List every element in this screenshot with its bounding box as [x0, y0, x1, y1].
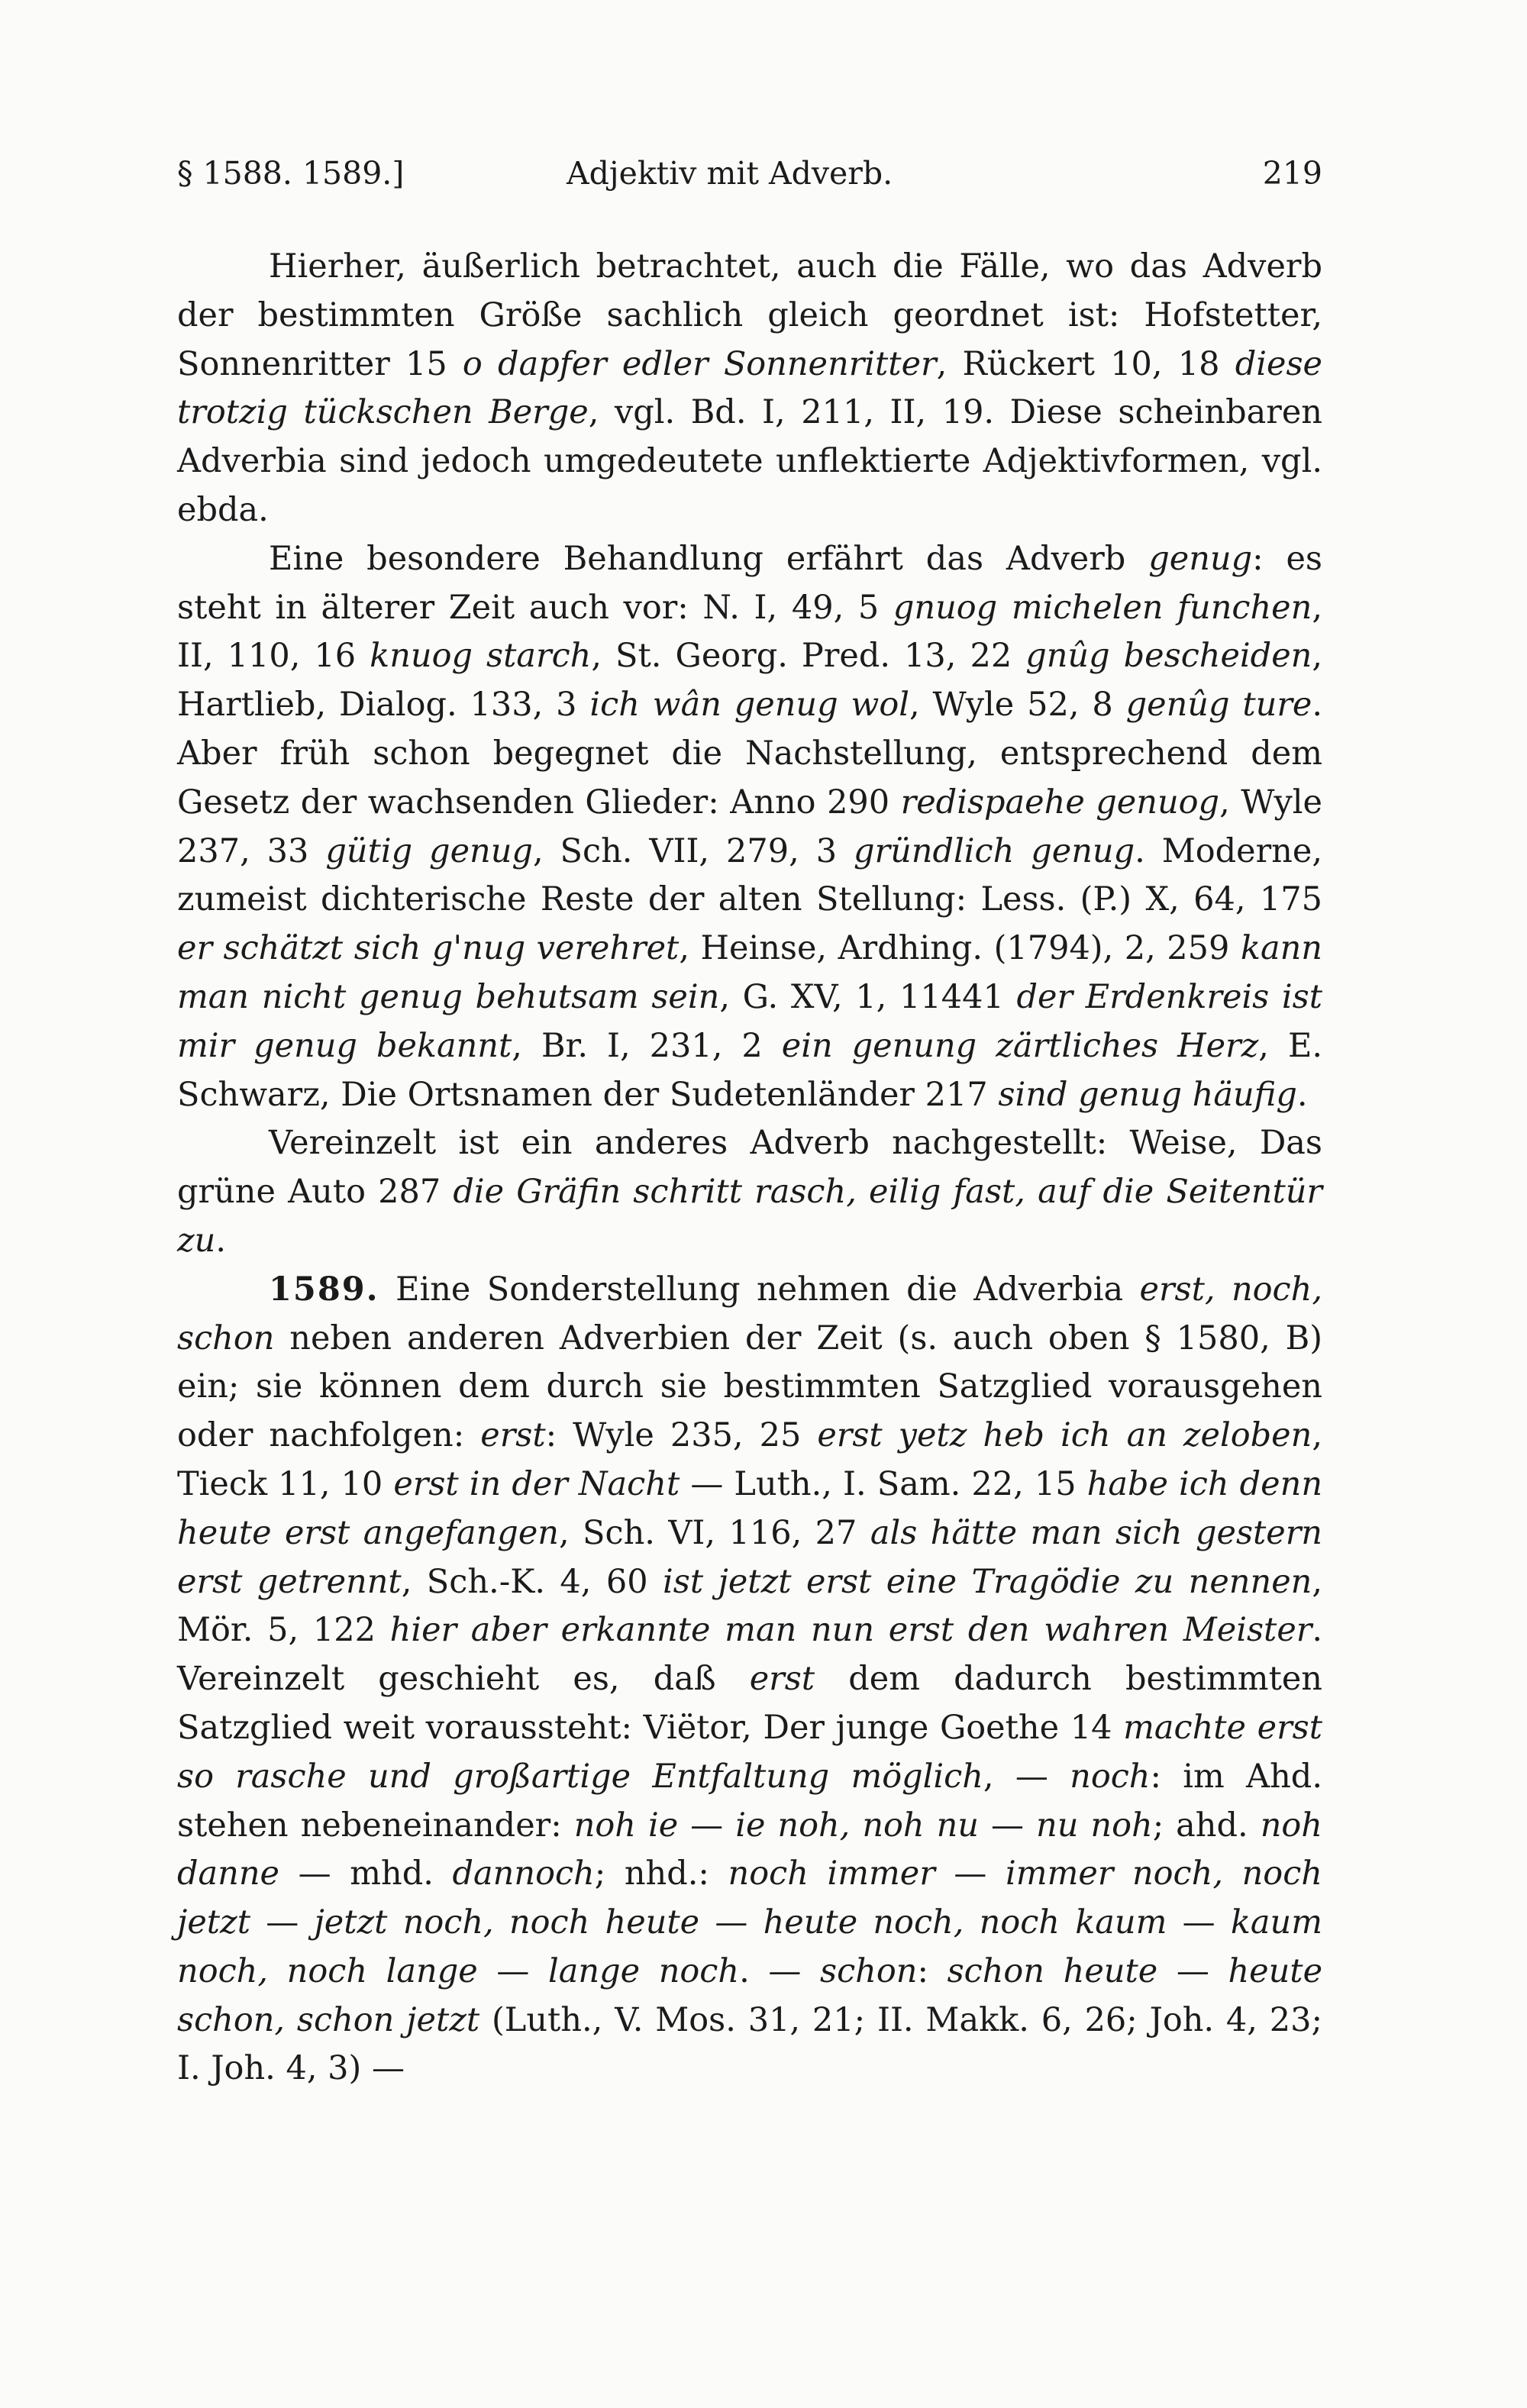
text-run: , Hartlieb, Dialog. 133, 3	[177, 637, 1323, 725]
text-run: , vgl. Bd. I, 211, II, 19. Diese scheinbaren Adverbia sind jedoch umgedeutete unflektierte Adjektivformen, vgl. ebda.	[177, 393, 1322, 529]
citation-example: gnûg bescheiden	[1025, 637, 1312, 676]
citation-example: nu noh	[1036, 1806, 1153, 1845]
citation-example: dannoch	[452, 1854, 595, 1893]
text-run: (Luth., V. Mos. 31, 21; II. Makk. 6, 26; Joh. 4, 23; I. Joh. 4, 3) —	[177, 2000, 1322, 2088]
citation-example: redispaehe genuog	[900, 783, 1220, 821]
text-run: Eine Sonderstellung nehmen die Adverbia	[379, 1270, 1140, 1309]
text-run: , Br. I, 231, 2	[512, 1026, 782, 1065]
paragraph	[177, 535, 1322, 1120]
citation-example: kaum noch, noch lange	[177, 1903, 1323, 1990]
text-run: Eine besondere Behandlung erfährt das Adverb	[269, 539, 1149, 578]
citation-example: schon	[820, 1951, 918, 1990]
section-number: 1589.	[269, 1270, 379, 1309]
running-header	[177, 155, 1322, 201]
citation-example: erst	[749, 1660, 815, 1699]
citation-example: als hätte man sich gestern erst getrennt	[177, 1513, 1322, 1601]
citation-example: ist jetzt erst eine Tragödie zu nennen	[663, 1562, 1312, 1601]
text-run: , Rückert 10, 18	[936, 344, 1235, 383]
text-run: , —	[983, 1757, 1070, 1796]
text-run: :	[917, 1951, 948, 1990]
text-run: : im Ahd. stehen nebeneinander:	[177, 1757, 1322, 1845]
citation-example: sind genug häufig	[998, 1075, 1297, 1114]
text-run: , Sch. VI, 116, 27	[558, 1513, 870, 1552]
text-run: .	[1296, 1075, 1308, 1114]
citation-example: genûg ture	[1125, 686, 1312, 725]
page-body	[177, 243, 1322, 2093]
citation-example: lange noch	[548, 1951, 740, 1990]
text-run: , G. XV, 1, 11441	[719, 977, 1017, 1016]
text-run: ; ahd.	[1152, 1806, 1261, 1845]
text-run: —	[1167, 1903, 1231, 1942]
text-run: , E. Schwarz, Die Ortsnamen der Sudetenländer 217	[177, 1026, 1322, 1114]
text-run: neben anderen Adverbien der Zeit (s. auch oben § 1580, B) ein; sie können dem durch sie bestimmten Satzglied vorausgehen oder nachfolgen:	[177, 1319, 1322, 1455]
citation-example: heute noch, noch kaum	[763, 1903, 1167, 1942]
paragraph	[177, 1266, 1322, 2094]
text-run: —	[699, 1903, 764, 1942]
citation-example: gütig genug	[325, 831, 533, 870]
paragraph	[177, 1119, 1322, 1265]
citation-example: er schätzt sich g'nug verehret	[177, 929, 680, 968]
citation-example: erst in der Nacht	[393, 1464, 680, 1503]
text-run: , Wyle 237, 33	[177, 783, 1322, 870]
citation-example: machte erst so rasche und großartige Entfaltung möglich	[177, 1708, 1322, 1796]
citation-example: noh ie	[573, 1806, 679, 1845]
text-run: Vereinzelt ist ein anderes Adverb nachgestellt: Weise, Das grüne Auto 287	[177, 1124, 1322, 1212]
text-run: —	[250, 1903, 315, 1942]
citation-example: noch	[1070, 1757, 1151, 1796]
text-run: . Moderne, zumeist dichterische Reste der alten Stellung: Less. (P.) X, 64, 175	[177, 831, 1322, 919]
header-section-ref: § 1588. 1589.]	[177, 155, 405, 192]
citation-example: immer noch, noch jetzt	[177, 1854, 1322, 1942]
paragraph	[177, 243, 1322, 535]
text-run: , Sch. VII, 279, 3	[532, 831, 854, 870]
citation-example: kann man nicht genug behutsam sein	[177, 929, 1322, 1016]
citation-example: ich wân genug wol	[589, 686, 909, 725]
text-run: , Sch.-K. 4, 60	[401, 1562, 663, 1601]
citation-example: genug	[1148, 539, 1253, 578]
page-number: 219	[1262, 155, 1322, 192]
text-run: —	[1157, 1951, 1228, 1990]
text-run: . Aber früh schon begegnet die Nachstellung, entsprechend dem Gesetz der wachsenden Glieder: Anno 290	[177, 686, 1322, 821]
citation-example: ie noh, noh nu	[735, 1806, 979, 1845]
text-run: , Mör. 5, 122	[177, 1562, 1323, 1650]
text-run: , Tieck 11, 10	[177, 1416, 1322, 1503]
text-run: .	[215, 1221, 227, 1260]
citation-example: noh danne	[177, 1806, 1322, 1893]
text-run: : Wyle 235, 25	[545, 1416, 818, 1455]
text-run: —	[935, 1854, 1006, 1893]
citation-example: knuog starch	[370, 637, 592, 676]
text-run: —	[979, 1806, 1037, 1845]
citation-example: heute schon, schon jetzt	[177, 1951, 1323, 2039]
text-run: ; nhd.:	[594, 1854, 728, 1893]
header-title: Adjektiv mit Adverb.	[567, 155, 893, 192]
citation-example: ein genung zärtliches Herz	[781, 1026, 1259, 1065]
citation-example: gründlich genug	[854, 831, 1135, 870]
citation-example: jetzt noch, noch heute	[314, 1903, 700, 1942]
text-run: — Luth., I. Sam. 22, 15	[680, 1464, 1087, 1503]
text-run: , St. Georg. Pred. 13, 22	[591, 637, 1026, 676]
text-run: . —	[739, 1951, 820, 1990]
text-run: , Heinse, Ardhing. (1794), 2, 259	[679, 929, 1241, 968]
text-run: . Vereinzelt geschieht es, daß	[177, 1611, 1322, 1699]
citation-example: habe ich denn heute erst angefangen	[177, 1464, 1323, 1552]
citation-example: gnuog michelen funchen	[893, 588, 1312, 627]
text-run: dem dadurch bestimmten Satzglied weit voraussteht: Viëtor, Der junge Goethe 14	[177, 1660, 1322, 1747]
citation-example: o dapfer edler Sonnenritter	[462, 344, 937, 383]
citation-example: schon heute	[947, 1951, 1158, 1990]
citation-example: erst, noch, schon	[177, 1270, 1322, 1357]
text-run: , II, 110, 16	[177, 588, 1322, 676]
text-run: , Wyle 52, 8	[909, 686, 1126, 725]
citation-example: noch immer	[728, 1854, 935, 1893]
text-run: Hierher, äußerlich betrachtet, auch die Fälle, wo das Adverb der bestimmten Größe sachlich gleich geordnet ist: Hofstetter, Sonnenritter 15	[177, 247, 1322, 383]
citation-example: die Gräfin schritt rasch, eilig fast, auf die Seitentür zu	[177, 1173, 1322, 1260]
citation-example: erst yetz heb ich an zeloben	[817, 1416, 1312, 1455]
citation-example: der Erdenkreis ist mir genug bekannt	[177, 977, 1322, 1065]
text-run: —	[678, 1806, 736, 1845]
text-run: : es steht in älterer Zeit auch vor: N. I, 49, 5	[177, 539, 1323, 627]
citation-example: diese trotzig tückschen Berge	[177, 344, 1322, 432]
citation-example: erst	[480, 1416, 546, 1455]
text-run: —	[477, 1951, 548, 1990]
citation-example: hier aber erkannte man nun erst den wahren Meister	[389, 1611, 1312, 1650]
text-run: — mhd.	[279, 1854, 453, 1893]
